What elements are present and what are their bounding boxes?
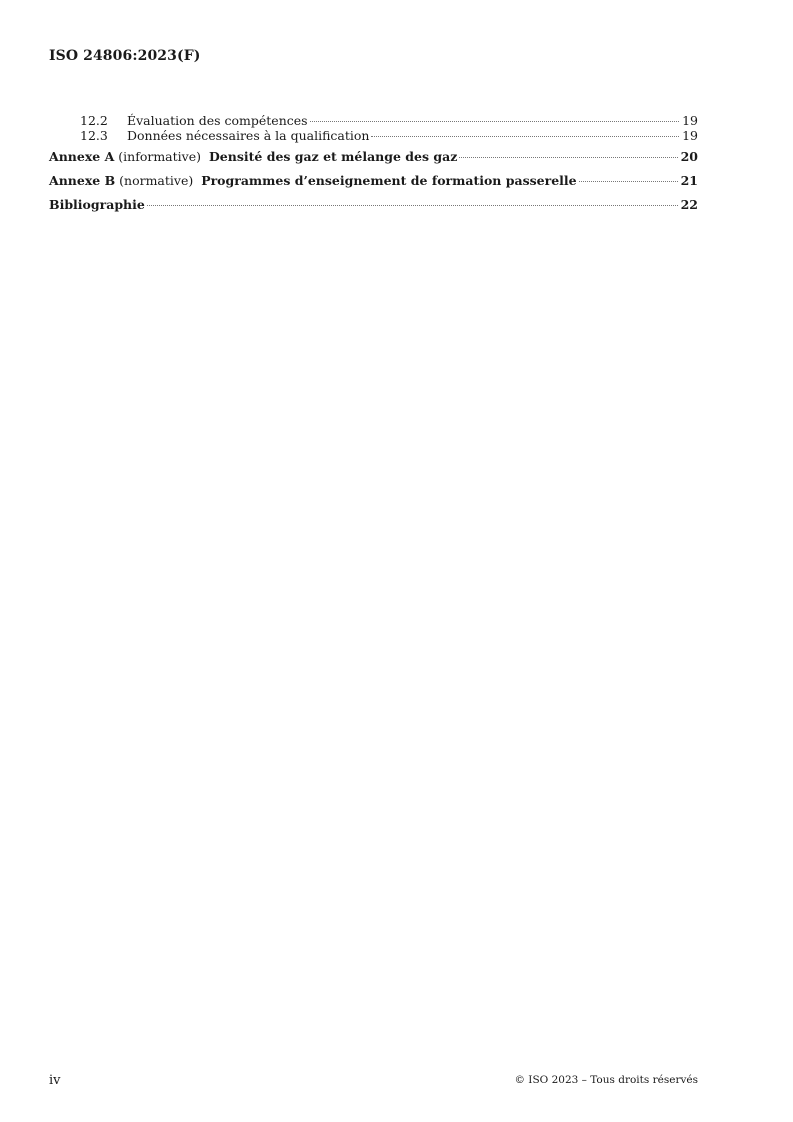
table-of-contents (49, 113, 698, 215)
toc-annex-prefix: Annexe A (49, 149, 115, 164)
toc-annex-prefix: Annexe B (49, 173, 116, 188)
toc-entry-12-3[interactable] (49, 128, 698, 143)
toc-entry-12-2[interactable] (49, 113, 698, 128)
toc-entry-annex-b[interactable] (49, 170, 698, 191)
toc-entry-title: Densité des gaz et mélange des gaz (208, 149, 458, 164)
toc-entry-title: Données nécessaires à la qualification (127, 128, 370, 143)
toc-entry-page: 20 (680, 149, 698, 164)
toc-entry-bibliography[interactable] (49, 194, 698, 215)
toc-entry-annex-a[interactable] (49, 146, 698, 167)
toc-entry-number: 12.2 (80, 113, 108, 128)
toc-entry-page: 19 (682, 113, 698, 128)
toc-annex-qualifier: (normative) (119, 173, 194, 188)
document-identifier: ISO 24806:2023(F) (49, 48, 201, 64)
toc-entry-page: 19 (682, 128, 698, 143)
dot-leader (579, 180, 678, 182)
dot-leader (371, 135, 679, 137)
toc-entry-page: 22 (680, 197, 698, 212)
toc-entry-title: Programmes d’enseignement de formation passerelle (201, 173, 577, 188)
toc-entry-title: Bibliographie (49, 197, 145, 212)
dot-leader (310, 120, 680, 122)
toc-entry-number: 12.3 (80, 128, 108, 143)
toc-annex-qualifier: (informative) (118, 149, 201, 164)
dot-leader (459, 156, 677, 158)
copyright-notice: © ISO 2023 – Tous droits réservés (514, 1074, 698, 1086)
dot-leader (147, 204, 678, 206)
toc-entry-page: 21 (680, 173, 698, 188)
page-number: iv (49, 1073, 61, 1088)
toc-entry-title: Évaluation des compétences (127, 113, 308, 128)
